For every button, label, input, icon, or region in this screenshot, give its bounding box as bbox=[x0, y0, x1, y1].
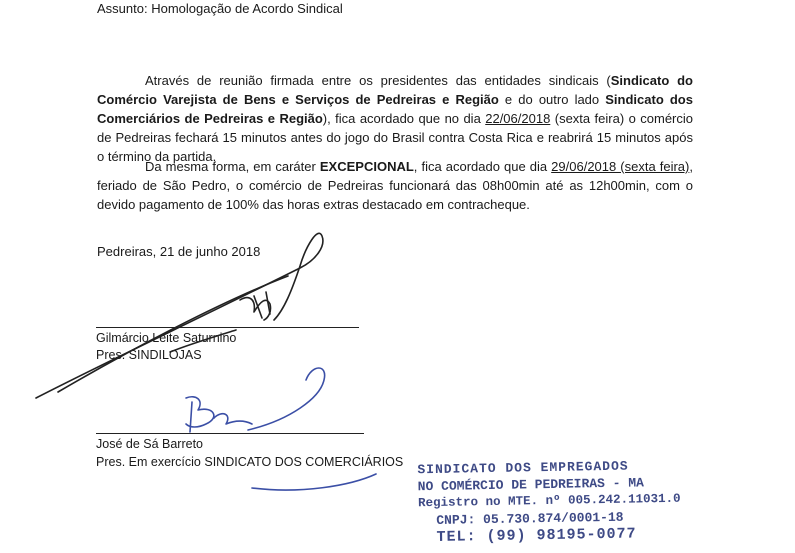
paragraph-text: ), fica acordado que no dia bbox=[322, 111, 486, 126]
paragraph-text: Através de reunião firmada entre os presidentes das entidades sindicais ( bbox=[145, 73, 611, 88]
stamp-line-location: NO COMÉRCIO DE PEDREIRAS - MA bbox=[417, 475, 645, 495]
place-date: Pedreiras, 21 de junho 2018 bbox=[97, 244, 261, 259]
union-name-workers: Sindicato dos Comerciários de Pedreiras e Região bbox=[97, 92, 693, 126]
emphasis-exceptional: EXCEPCIONAL bbox=[319, 159, 414, 174]
signatory-2-role: Pres. Em exercício SINDICATO DOS COMERCIÁRIOS bbox=[96, 455, 404, 469]
stamp-line-cnpj: CNPJ: 05.730.874/0001-18 bbox=[436, 509, 624, 528]
paragraph-text: Da mesma forma, em caráter bbox=[145, 159, 320, 174]
signatory-1-role: Pres. SINDILOJAS bbox=[96, 348, 202, 362]
paragraph-text: , fica acordado que dia bbox=[413, 159, 552, 174]
stamp-line-union: SINDICATO DOS EMPREGADOS bbox=[417, 458, 629, 478]
stamp-line-registry: Registro no MTE. nº 005.242.11031.0 bbox=[417, 491, 681, 511]
union-stamp bbox=[417, 457, 681, 547]
union-name-commerce: Sindicato do Comércio Varejista de Bens e Serviços de Pedreiras e Região bbox=[97, 73, 693, 107]
date-underlined: 29/06/2018 (sexta feira) bbox=[551, 159, 690, 174]
signature-2-handwriting bbox=[186, 368, 376, 490]
paragraph-text: , feriado de São Pedro, o comércio de Pedreiras funcionará das 08h00min até as 12h00min, com o devido pagamento de 100% das horas extras destacado em contracheque. bbox=[97, 159, 693, 212]
paragraph-text: e do outro lado bbox=[498, 92, 606, 107]
signatory-1-name: Gilmárcio Leite Saturnino bbox=[96, 331, 237, 345]
paragraph-text: (sexta feira) o comércio de Pedreiras fechará 15 minutos antes do jogo do Brasil contra Costa Rica e reabrirá 15 minutos após o término da partida. bbox=[97, 111, 693, 164]
stamp-line-phone: TEL: (99) 98195-0077 bbox=[436, 525, 637, 546]
subject-line: Assunto: Homologação de Acordo Sindical bbox=[97, 1, 343, 16]
signature-1-handwriting bbox=[36, 233, 323, 398]
date-underlined: 22/06/2018 bbox=[485, 111, 551, 126]
signatory-2-name: José de Sá Barreto bbox=[96, 437, 204, 451]
